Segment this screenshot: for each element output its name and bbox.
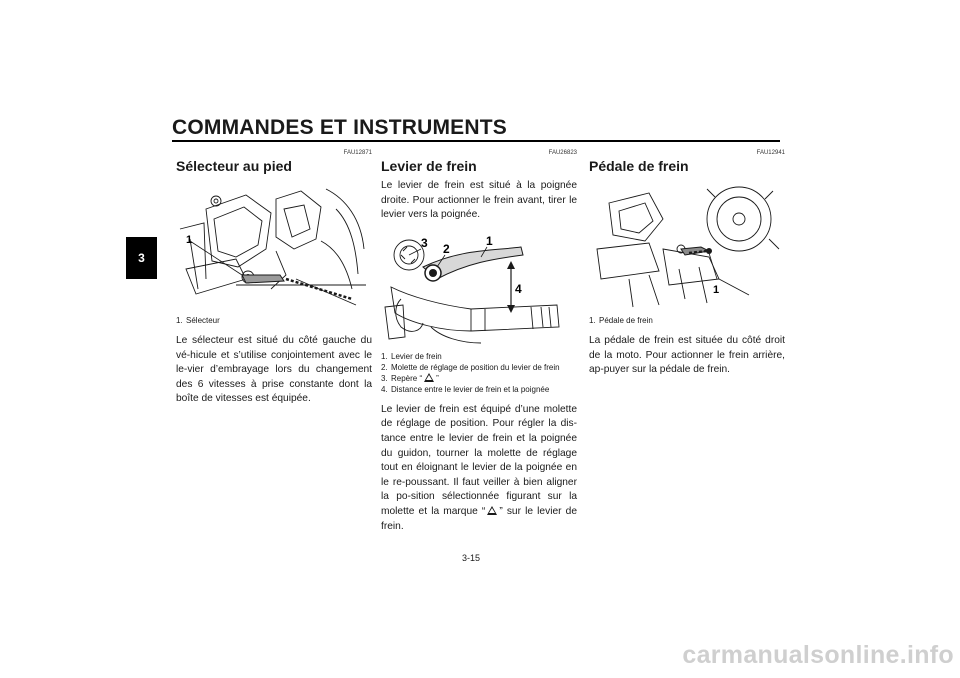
triangle-mark-icon: [424, 373, 434, 382]
figure-caption: [381, 351, 577, 395]
reference-code: FAU12941: [756, 150, 785, 156]
figure-caption: [589, 315, 785, 326]
shift-pedal-illustration: [176, 179, 372, 309]
section-intro: Le levier de frein est situé à la poignée droite. Pour actionner le frein avant, tirer le levier vers la poignée.: [381, 180, 577, 221]
section-body: Le levier de frein est équipé d’une molette de réglage de position. Pour régler la dis-tance entre le levier de frein et la poignée du guidon, tourner la molette de réglage tout en éloignant le levier de la poignée en le re-poussant. Il faut veiller à bien aligner la po-sition sélectionnée figurant sur la molette et la marque “ ” sur le levier de frein.: [381, 403, 577, 532]
figure-caption: [176, 315, 372, 326]
brake-lever-illustration: [381, 227, 577, 345]
callout-1: 1: [713, 284, 720, 296]
section-title: Levier de frein: [381, 158, 477, 174]
triangle-mark-icon: [487, 506, 497, 515]
callout-3: 3: [421, 235, 428, 250]
page-number: 3-15: [462, 553, 481, 563]
reference-code: FAU26823: [548, 150, 577, 156]
caption-item: 1. Levier de frein: [381, 351, 442, 361]
header-rule: [172, 140, 780, 142]
callout-1: 1: [186, 234, 193, 246]
section-body: Le sélecteur est situé du côté gauche du vé-hicule et s’utilise conjointement avec le le-vier d’embrayage lors du changement des 6 vitesses à prise constante dont la boîte de vitesses est équipée.: [176, 335, 372, 405]
caption-item: 1. Sélecteur: [176, 316, 220, 325]
caption-item: 2. Molette de réglage de position du levier de frein: [381, 362, 560, 372]
brake-pedal-illustration: [589, 179, 785, 309]
caption-item: 4. Distance entre le levier de frein et la poignée: [381, 384, 550, 394]
caption-item: 1. Pédale de frein: [589, 316, 653, 325]
callout-2: 2: [443, 241, 450, 256]
chapter-tab: 3: [126, 237, 157, 279]
caption-item: 3. Repère “ ”: [381, 373, 439, 383]
section-title: Sélecteur au pied: [176, 158, 292, 174]
watermark: carmanualsonline.info: [682, 641, 954, 669]
page-title: COMMANDES ET INSTRUMENTS: [172, 116, 507, 139]
callout-1: 1: [486, 233, 493, 248]
section-shift-pedal: [176, 150, 372, 407]
reference-code: FAU12871: [343, 150, 372, 156]
section-brake-lever: [381, 150, 577, 534]
section-brake-pedal: [589, 150, 785, 378]
section-body: La pédale de frein est située du côté droit de la moto. Pour actionner le frein arrière, ap-puyer sur la pédale de frein.: [589, 335, 785, 376]
callout-4: 4: [515, 281, 522, 296]
section-title: Pédale de frein: [589, 158, 689, 174]
